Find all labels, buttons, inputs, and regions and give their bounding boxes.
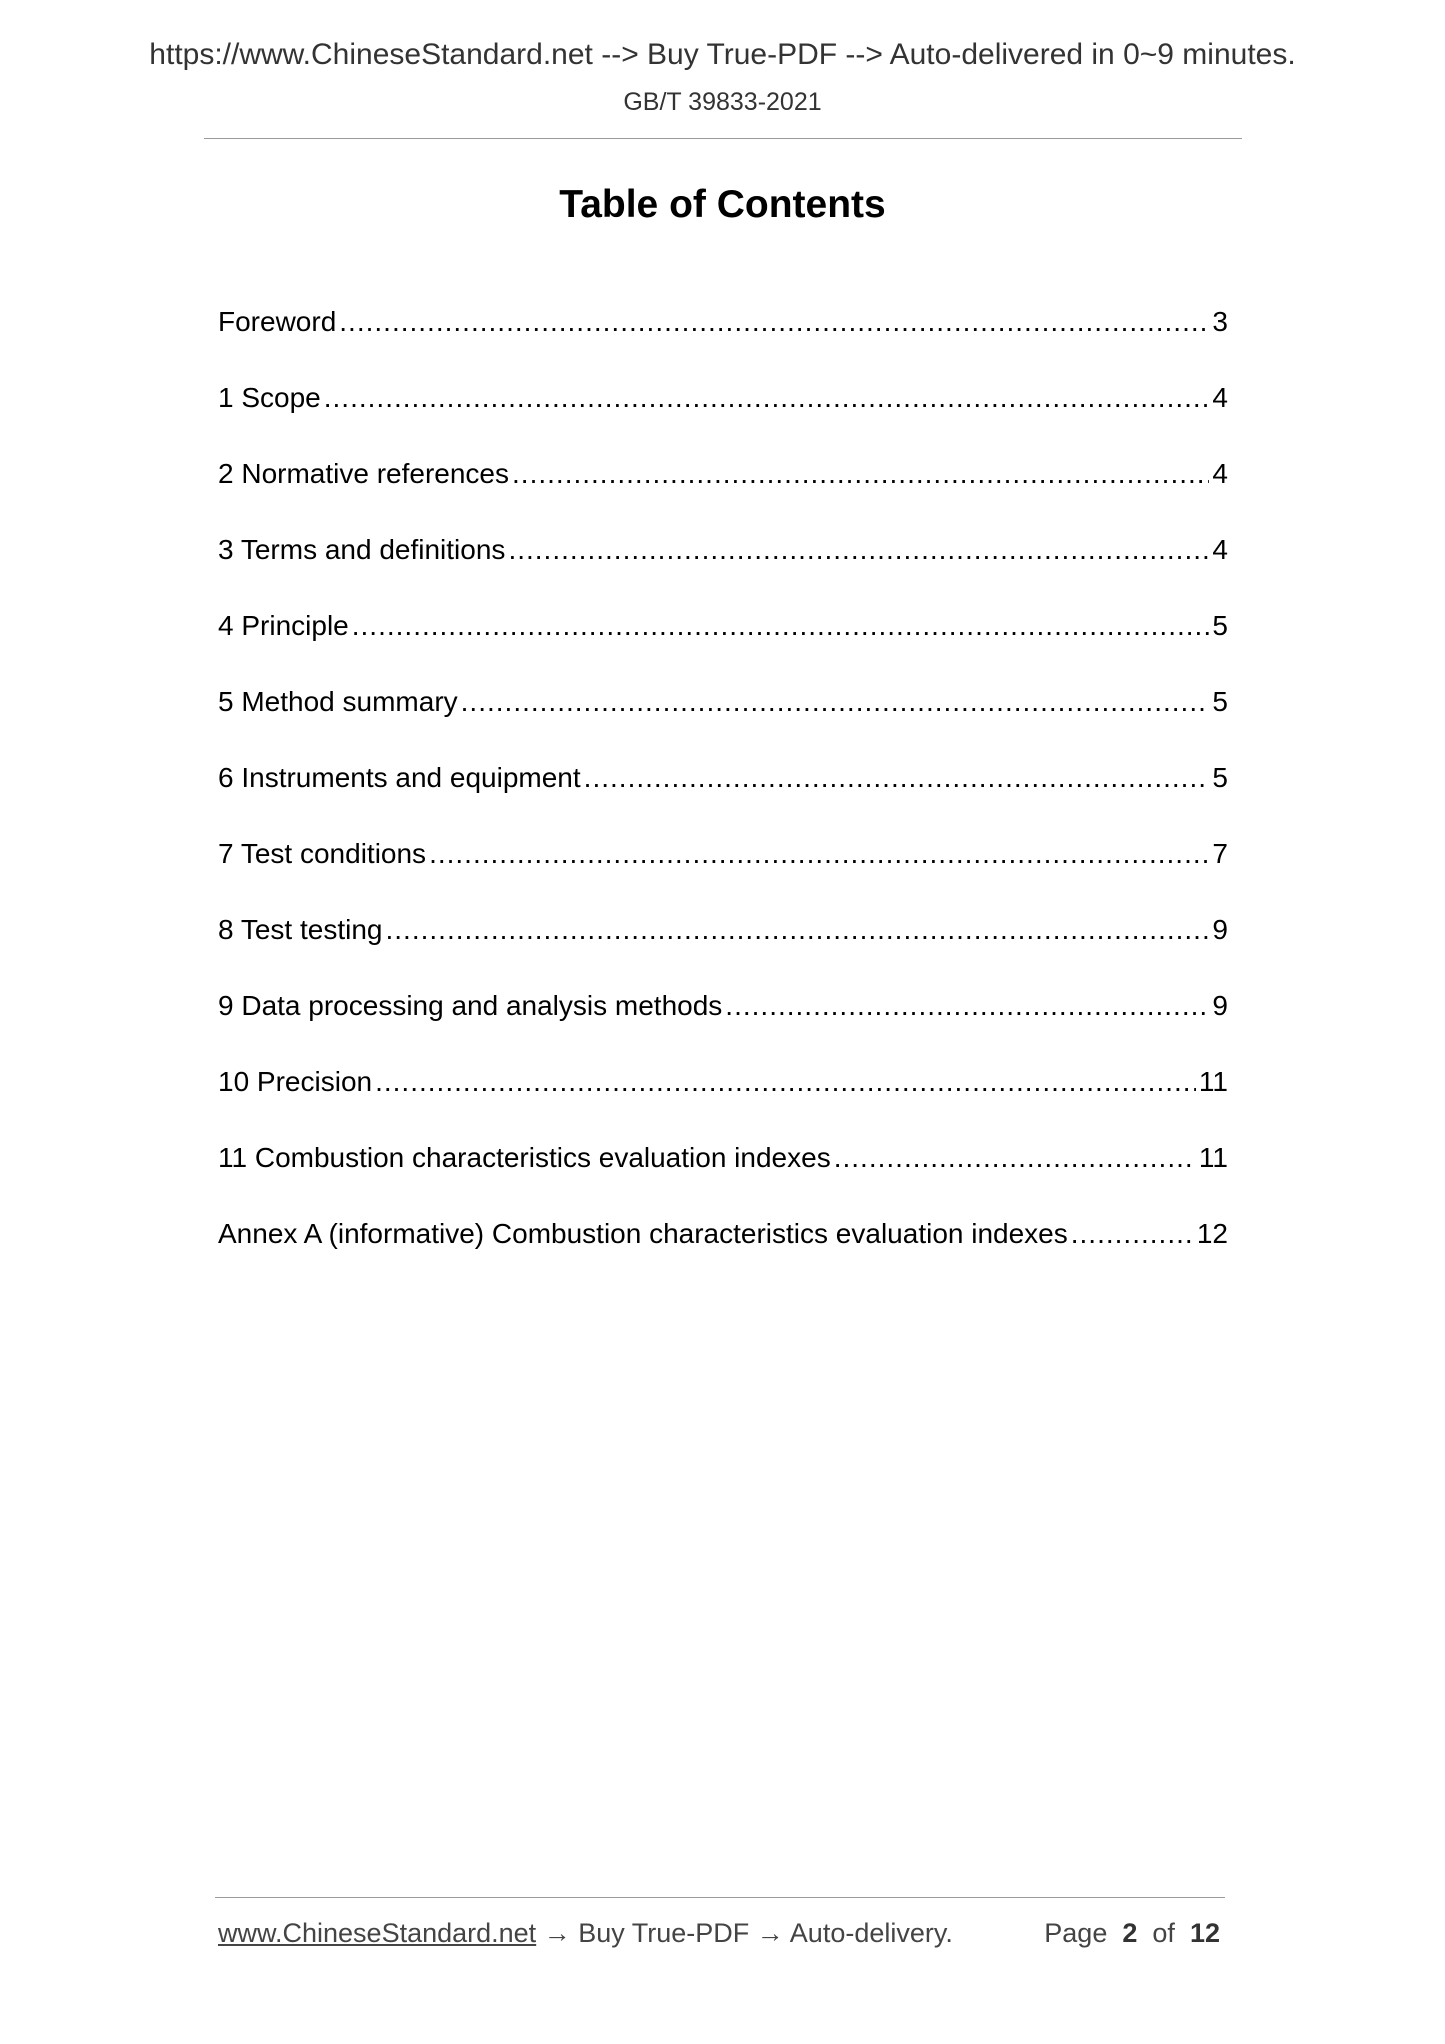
toc-dot-leader [385, 910, 1209, 950]
toc-entry-page: 4 [1212, 534, 1228, 565]
toc-entry-precision[interactable] [218, 1062, 1228, 1138]
toc-entry-page: 12 [1196, 1218, 1228, 1249]
page-title: Table of Contents [559, 183, 886, 226]
toc-entry-data-processing[interactable] [218, 986, 1228, 1062]
table-of-contents [218, 302, 1228, 1290]
toc-entry-label: 9 Data processing and analysis methods [218, 990, 723, 1021]
toc-dot-leader [461, 682, 1210, 722]
toc-entry-page: 3 [1212, 306, 1228, 337]
toc-dot-leader [375, 1062, 1196, 1102]
toc-entry-page: 4 [1212, 458, 1228, 489]
toc-dot-leader [834, 1138, 1196, 1178]
page-footer [218, 1918, 1220, 1954]
header-url-line: https://www.ChineseStandard.net --> Buy True-PDF --> Auto-delivered in 0~9 minutes. [149, 38, 1296, 71]
toc-entry-label: 2 Normative references [218, 458, 510, 489]
toc-entry-annex-a[interactable] [218, 1214, 1228, 1290]
toc-dot-leader [584, 758, 1210, 798]
toc-entry-label: 5 Method summary [218, 686, 458, 717]
toc-dot-leader [429, 834, 1209, 874]
footer-delivery-text: Auto-delivery. [789, 1918, 953, 1948]
page-word: Page [1044, 1918, 1108, 1948]
footer-site-link[interactable]: www.ChineseStandard.net [218, 1918, 537, 1948]
toc-entry-label: 7 Test conditions [218, 838, 427, 869]
toc-entry-page: 5 [1212, 762, 1228, 793]
toc-dot-leader [324, 378, 1210, 418]
toc-entry-scope[interactable] [218, 378, 1228, 454]
toc-entry-label: Foreword [218, 306, 337, 337]
toc-entry-label: 11 Combustion characteristics evaluation indexes [218, 1142, 831, 1173]
toc-entry-page: 4 [1212, 382, 1228, 413]
toc-entry-foreword[interactable] [218, 302, 1228, 378]
toc-entry-terms-and-definitions[interactable] [218, 530, 1228, 606]
toc-entry-label: 1 Scope [218, 382, 321, 413]
toc-entry-page: 7 [1212, 838, 1228, 869]
of-word: of [1152, 1918, 1175, 1948]
footer-promo [218, 1918, 953, 1949]
toc-entry-label: 3 Terms and definitions [218, 534, 506, 565]
toc-entry-page: 5 [1212, 686, 1228, 717]
toc-entry-label: 6 Instruments and equipment [218, 762, 581, 793]
footer-divider [215, 1897, 1225, 1898]
toc-entry-test-conditions[interactable] [218, 834, 1228, 910]
toc-dot-leader [339, 302, 1209, 342]
toc-entry-principle[interactable] [218, 606, 1228, 682]
toc-entry-test-testing[interactable] [218, 910, 1228, 986]
page-number [1044, 1918, 1220, 1949]
toc-dot-leader [725, 986, 1209, 1026]
toc-dot-leader [508, 530, 1209, 570]
toc-entry-label: 8 Test testing [218, 914, 383, 945]
toc-entry-combustion-indexes[interactable] [218, 1138, 1228, 1214]
arrow-right-icon: → [543, 1918, 571, 1948]
page-current: 2 [1122, 1918, 1138, 1948]
toc-entry-label: 10 Precision [218, 1066, 373, 1097]
toc-entry-page: 9 [1212, 990, 1228, 1021]
arrow-right-icon: → [756, 1918, 784, 1948]
toc-entry-page: 11 [1198, 1142, 1228, 1173]
toc-entry-page: 5 [1212, 610, 1228, 641]
toc-entry-label: Annex A (informative) Combustion characteristics evaluation indexes [218, 1218, 1068, 1249]
toc-entry-instruments-and-equipment[interactable] [218, 758, 1228, 834]
page-total: 12 [1189, 1918, 1220, 1948]
toc-entry-page: 9 [1212, 914, 1228, 945]
toc-dot-leader [352, 606, 1210, 646]
toc-dot-leader [512, 454, 1209, 494]
toc-entry-label: 4 Principle [218, 610, 349, 641]
toc-entry-normative-references[interactable] [218, 454, 1228, 530]
footer-buy-text: Buy True-PDF [578, 1918, 750, 1948]
toc-entry-method-summary[interactable] [218, 682, 1228, 758]
standard-code: GB/T 39833-2021 [623, 88, 822, 116]
header-divider [204, 138, 1242, 139]
toc-dot-leader [1071, 1214, 1194, 1254]
toc-entry-page: 11 [1198, 1066, 1228, 1097]
